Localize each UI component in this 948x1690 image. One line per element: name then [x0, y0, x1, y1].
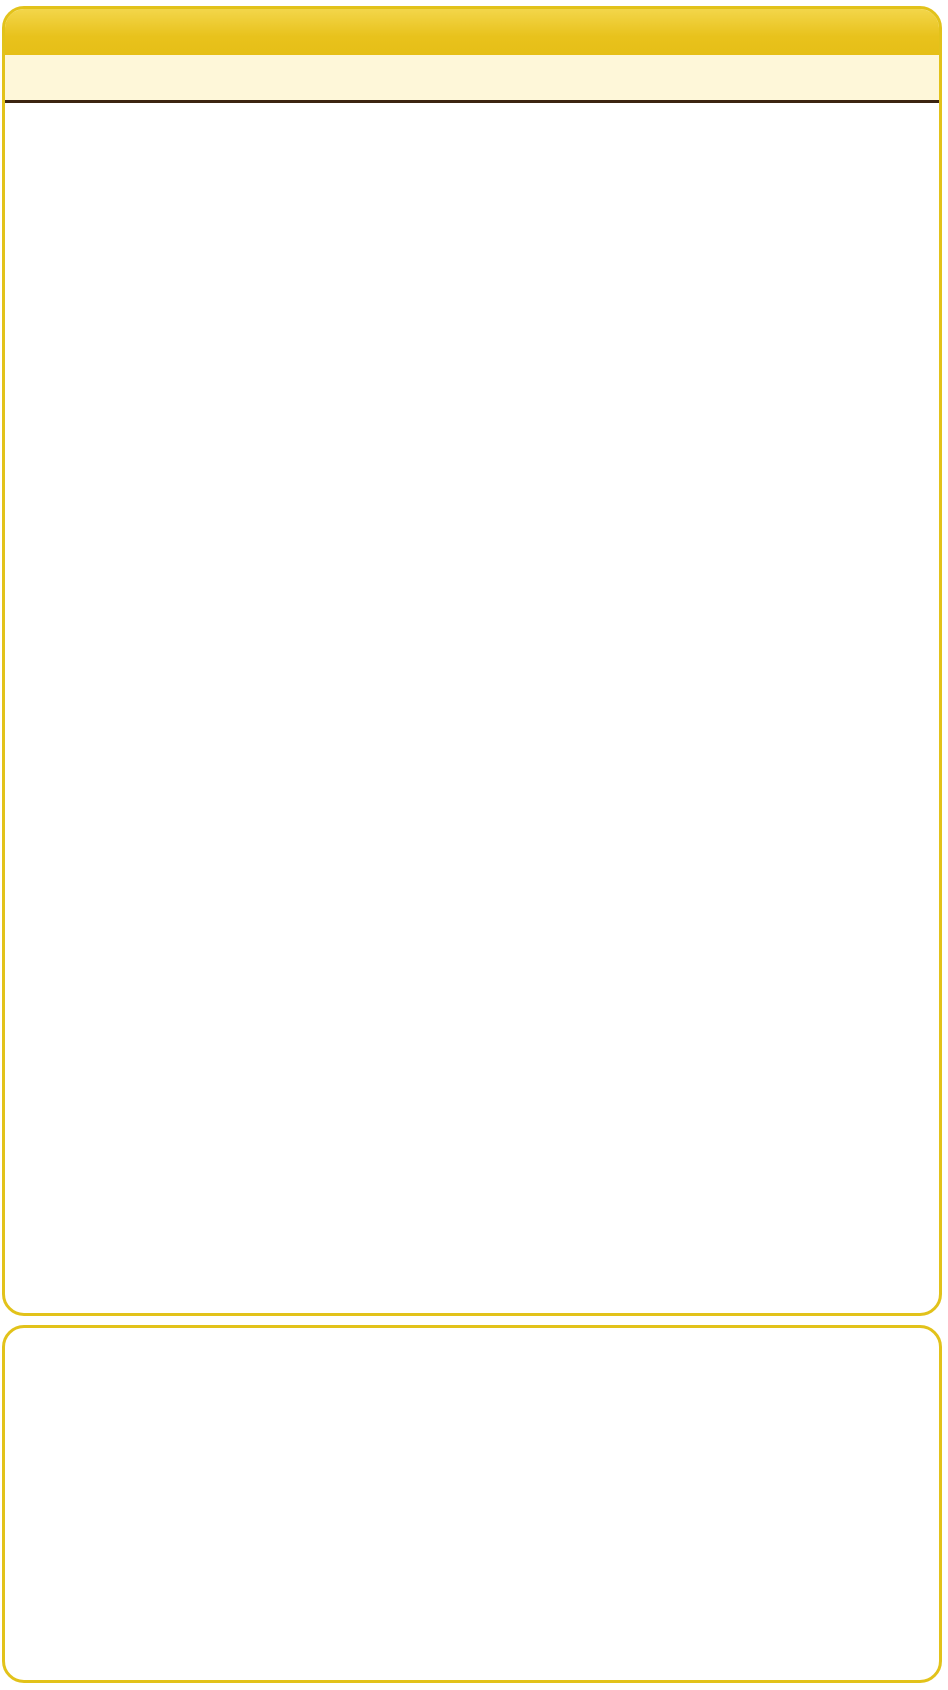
table-row-energiegehalt	[19, 1328, 929, 1434]
summary-rows	[5, 1328, 939, 1434]
column-header-row	[5, 55, 939, 103]
title-bar	[5, 9, 939, 55]
nutrition-table-panel	[2, 6, 942, 1316]
energy-panel	[2, 1325, 942, 1683]
